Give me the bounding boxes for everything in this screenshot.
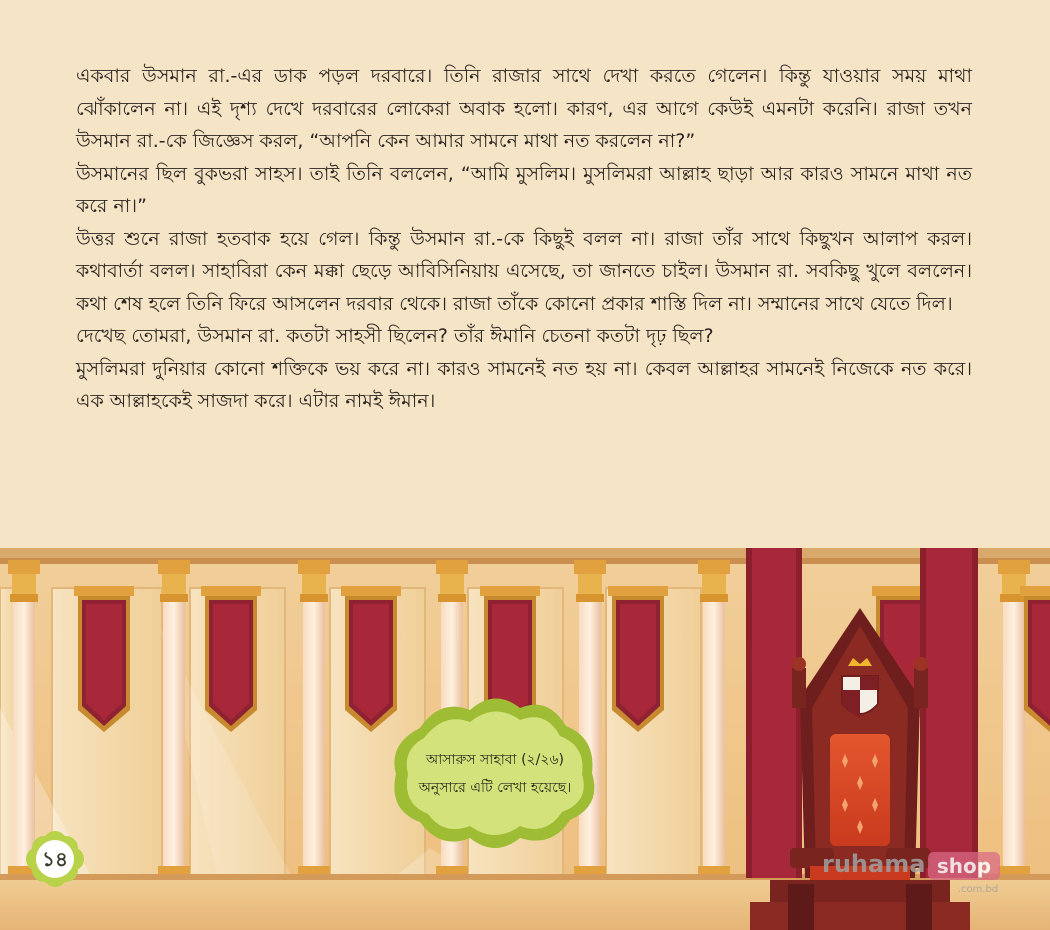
throne-hall-illustration bbox=[0, 548, 1050, 930]
story-paragraph: দেখেছ তোমরা, উসমান রা. কতটা সাহসী ছিলেন? তাঁর ঈমানি চেতনা কতটা দৃঢ় ছিল? bbox=[76, 325, 714, 347]
watermark-domain: .com.bd bbox=[957, 884, 999, 895]
wall-banner bbox=[201, 586, 261, 732]
source-note-line: অনুসারে এটি লেখা হয়েছে। bbox=[418, 780, 572, 796]
page-number: ১৪ bbox=[42, 847, 68, 871]
story-paragraph: মুসলিমরা দুনিয়ার কোনো শক্তিকে ভয় করে না। কারও সামনেই নত হয় না। কেবল আল্লাহর সামনেই নিজেকে নত করে। এক আল্লাহকেই সাজদা করে। এটার নামই ঈমান। bbox=[76, 357, 972, 412]
watermark-badge: shop bbox=[936, 854, 992, 878]
source-reference-line: আসারুস সাহাবা (২/২৬) bbox=[425, 752, 565, 768]
story-text bbox=[76, 60, 972, 418]
wall-banner bbox=[341, 586, 401, 732]
wall-banner bbox=[1020, 586, 1050, 732]
wall-banner bbox=[608, 586, 668, 732]
story-paragraph: উত্তর শুনে রাজা হতবাক হয়ে গেল। কিন্তু উসমান রা.-কে কিছুই বলল না। রাজা তাঁর সাথে কিছুখন আলাপ করল। কথাবার্তা বলল। সাহাবিরা কেন মক্কা ছেড়ে আবিসিনিয়ায় এসেছে, তা জানতে চাইল। উসমান রা. সবকিছু খুলে বললেন। কথা শেষ হলে তিনি ফিরে আসলেন দরবার থেকে। রাজা তাঁকে কোনো প্রকার শাস্তি দিল না। সম্মানের সাথে যেতে দিল। bbox=[76, 227, 972, 315]
story-paragraph: একবার উসমান রা.-এর ডাক পড়ল দরবারে। তিনি রাজার সাথে দেখা করতে গেলেন। কিন্তু যাওয়ার সময় মাথা ঝোঁকালেন না। এই দৃশ্য দেখে দরবারের লোকেরা অবাক হলো। কারণ, এর আগে কেউই এমনটা করেনি। রাজা তখন উসমান রা.-কে জিজ্ঞেস করল, “আপনি কেন আমার সামনে মাথা নত করলেন না?” bbox=[76, 65, 972, 152]
story-paragraph: উসমানের ছিল বুকভরা সাহস। তাই তিনি বললেন, “আমি মুসলিম। মুসলিমরা আল্লাহ ছাড়া আর কারও সামনে মাথা নত করে না।” bbox=[76, 162, 972, 217]
wall-banner bbox=[74, 586, 134, 732]
watermark-text: ruhama bbox=[822, 850, 926, 878]
